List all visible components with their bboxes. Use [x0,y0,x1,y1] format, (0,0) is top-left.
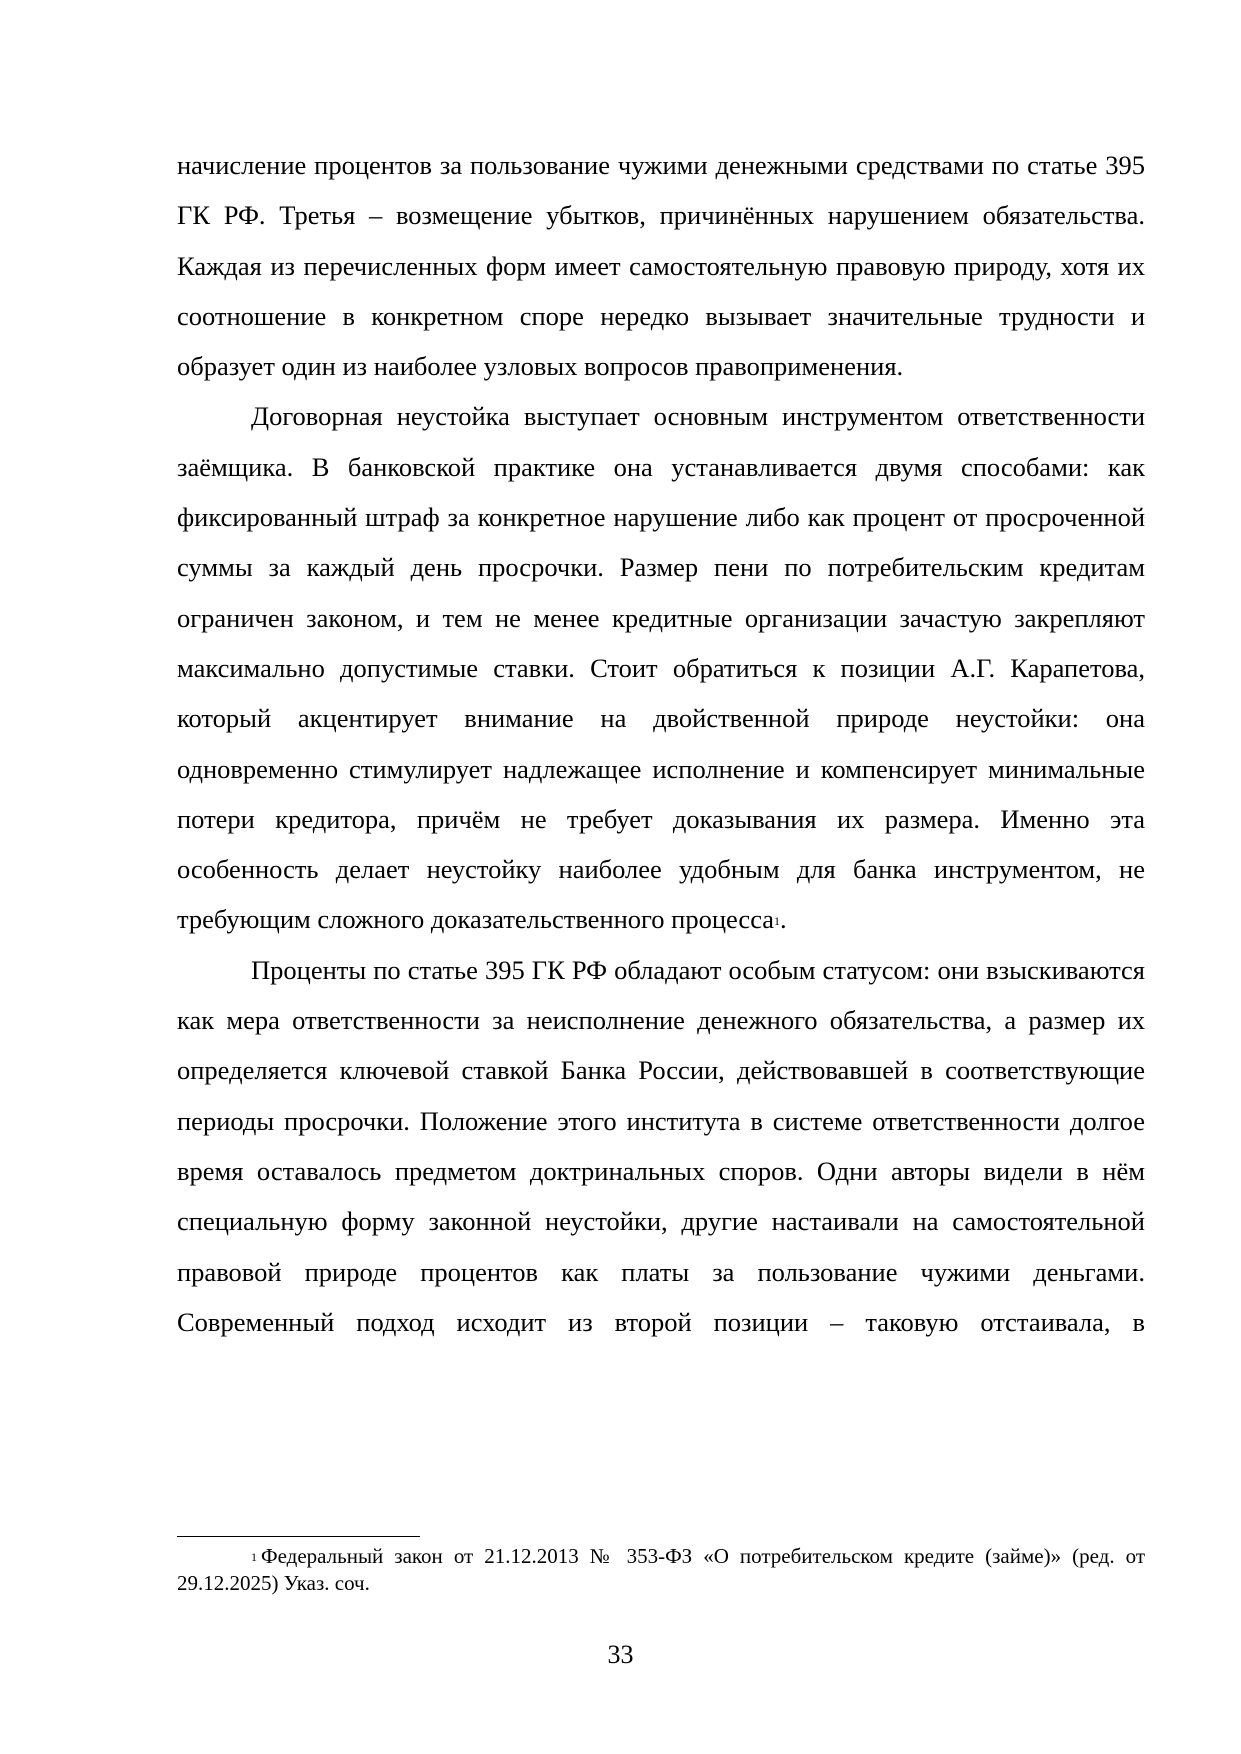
page-number: 33 [607,1640,634,1669]
paragraph-tail: . [780,904,787,935]
paragraph-interest [177,945,1145,1347]
footnote-text: Федеральный закон от 21.12.2013 № 353-ФЗ «О потребительском кредите (займе)» (ред. от 29.12.2025) Указ. соч. [177,1544,1145,1595]
paragraph-continuation [177,140,1145,391]
footnote-marker: 1 [251,1550,257,1564]
paragraph-text: Проценты по статье 395 ГК РФ обладают особым статусом: они взыскиваются как мера ответственности за неисполнение денежного обязательства, а размер их определяется ключевой ставкой Банка России, действовавшей в соответствующие периоды просрочки. Положение этого института в системе ответственности долгое время оставалось предметом доктринальных споров. Одни авторы видели в нём специальную форму законной неустойки, другие настаивали на самостоятельной правовой природе процентов как платы за пользование чужими деньгами. Современный подход исходит из второй позиции – таковую отстаивала, в [177,954,1145,1337]
paragraph-text: начисление процентов за пользование чужими денежными средствами по статье 395 ГК РФ. Третья – возмещение убытков, причинённых нарушением обязательства. Каждая из перечисленных форм имеет самостоятельную правовую природу, хотя их соотношение в конкретном споре нередко вызывает значительные трудности и образует один из наиболее узловых вопросов правоприменения. [177,150,1145,382]
body-text [177,140,1145,1347]
paragraph-penalty [177,391,1145,944]
footnote-reference[interactable]: 1 [774,914,781,929]
footnote-separator [177,1536,420,1537]
paragraph-text: Договорная неустойка выступает основным инструментом ответственности заёмщика. В банковской практике она устанавливается двумя способами: как фиксированный штраф за конкретное нарушение либо как процент от просроченной суммы за каждый день просрочки. Размер пени по потребительским кредитам ограничен законом, и тем не менее кредитные организации зачастую закрепляют максимально допустимые ставки. Стоит обратиться к позиции А.Г. Карапетова, который акцентирует внимание на двойственной природе неустойки: она одновременно стимулирует надлежащее исполнение и компенсирует минимальные потери кредитора, причём не требует доказывания их размера. Именно эта особенность делает неустойку наиболее удобным для банка инструментом, не требующим сложного доказательственного процесса [177,401,1145,935]
footnote [177,1543,1145,1597]
